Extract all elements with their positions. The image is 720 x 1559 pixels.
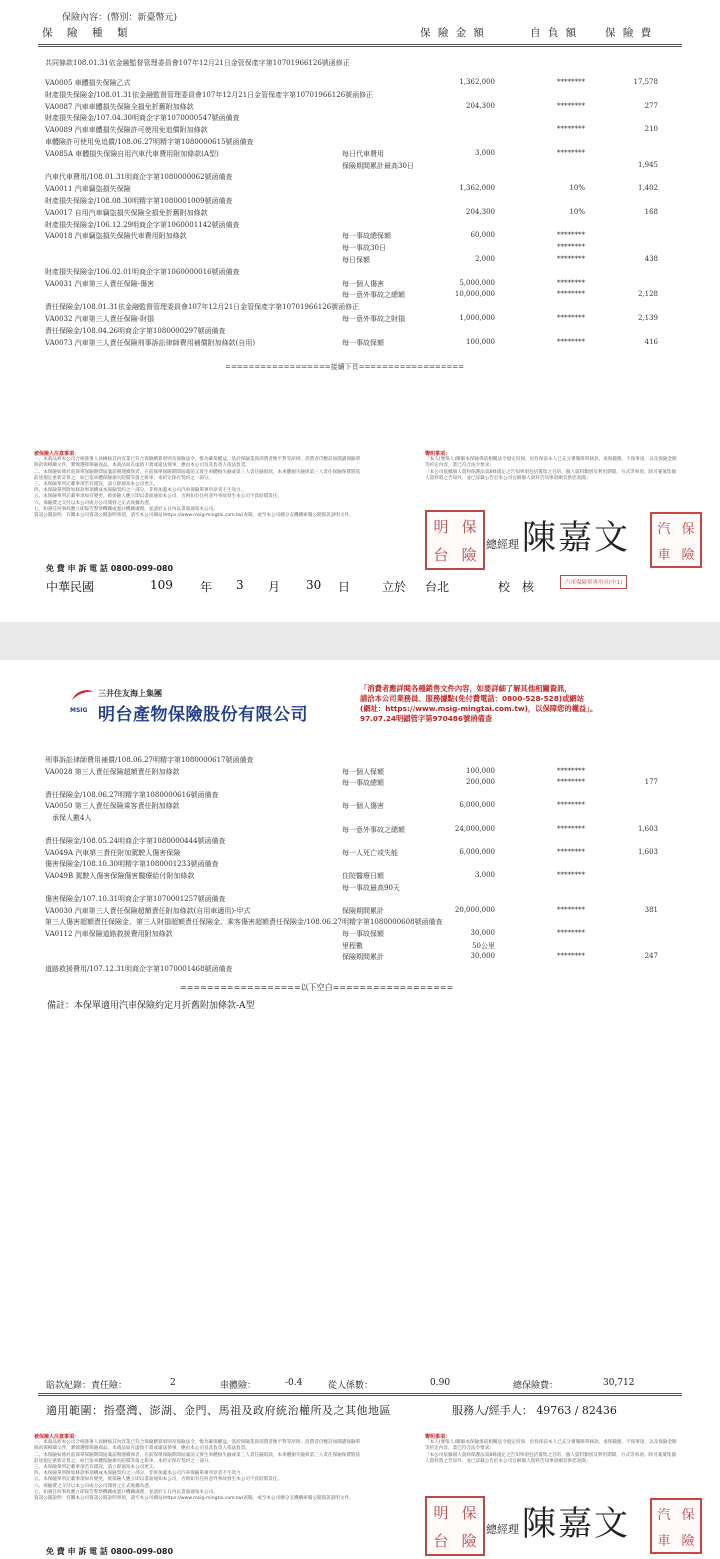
coverage-deductible: ******** <box>557 148 585 157</box>
coverage-item-text: VA0030 汽車第三人責任保險超額責任附加條款(自用車適用)-甲式 <box>45 906 251 915</box>
coverage-item-text: 汽車代車費用/108.01.31明商企字第1080000062號函備查 <box>45 173 233 182</box>
coverage-limit-label: 每一意外事故之總額 <box>342 825 405 834</box>
coverage-deductible: ******** <box>557 337 585 346</box>
coverage-deductible: ******** <box>557 905 585 914</box>
coverage-item-text: VA0073 汽車第三人責任保險刑事訴訟律師費用補償附加條款(自用) <box>45 338 256 347</box>
coverage-premium: 17,578 <box>633 78 658 86</box>
coverage-item-text: 財產損失保險金/106.12.29明商企字第1060001142號函備查 <box>45 220 240 229</box>
info-disclosure: 資訊公開說明：有關本公司資訊公開說明事項，請至本公司網站(https://www.msig-mingtai.com.tw)查閱，或至本公司總分支機構索閱公開資訊說明文件。 <box>34 513 354 519</box>
coverage-premium: 277 <box>644 101 658 110</box>
insured-note-2-p2: 二、本保險如係於前保單保險期間屆滿前辦理續保者，在前保單保險期間屆滿前又發生車體損失險或第三人責任險賠款，本車體損失險與第三人責任保險保費將依前述規定重新計算之。如已依車體保險損失賠償等值之新車，本約定保有契約之一部分。 <box>34 1452 361 1464</box>
coverage-item-text: 責任保險金/108.04.26明商企字第1080000297號函備查 <box>45 326 226 335</box>
date-era: 中華民國 <box>46 580 95 594</box>
coverage-amount: 100,000 <box>466 766 495 775</box>
general-manager-label-2: 總經理 <box>486 1523 519 1536</box>
hotline-label-2: 免 費 申 訴 電 話 <box>46 1547 108 1556</box>
coverage-amount: 1,000,000 <box>459 314 495 322</box>
coverage-limit-label: 每日代車費用 <box>342 149 384 158</box>
declaration-notes <box>425 451 680 482</box>
coverage-deductible: ******** <box>557 952 585 961</box>
coverage-item-text: 財產損失保險金/106.02.01明商企字第1060000016號函備查 <box>45 267 240 276</box>
insured-note-2: 二、本保險如係於前保單保險期間屆滿前辦理續保者，在前保單保險期間屆滿前又發生車體損失險或第三人責任險賠款，本車體損失險與第三人責任保險保費將依前述規定重新計算之。如已依車體保險損失賠償等值之新車，本約定保有契約之一部分。 <box>34 469 361 481</box>
date-place: 台北 <box>425 580 450 594</box>
claims-record-value: 2 <box>170 1378 176 1388</box>
coverage-limit-label: 每一事故30日 <box>342 244 386 253</box>
coverage-amount: 6,000,000 <box>459 847 495 856</box>
coverage-amount: 204,300 <box>466 207 495 216</box>
agent-info: 服務人/經手人： 49763 / 82436 <box>452 1404 617 1417</box>
company-seal-2: 明 保 台 險 <box>425 1496 485 1556</box>
coverage-item-text: 財產損失保險金/108.08.30明精字第1080001009號函備查 <box>45 197 233 205</box>
date-year-label: 年 <box>200 580 213 594</box>
hotline-label: 免 費 申 訴 電 話 <box>46 564 108 573</box>
coverage-amount: 100,000 <box>466 337 495 346</box>
coverage-limit-label: 每一個人保額 <box>342 767 384 776</box>
coverage-amount: 20,000,000 <box>454 905 495 914</box>
coverage-premium: 1,945 <box>637 160 658 169</box>
coverage-item-text: VA0018 汽車竊盜損失保險代車費用附加條款 <box>45 232 187 241</box>
notice-line-4: 97.07.24明鎖管字第970486號函備查 <box>360 714 493 723</box>
insured-notes <box>34 451 364 519</box>
coverage-deductible: ******** <box>557 278 585 287</box>
coverage-limit-label: 每一個人傷害 <box>342 279 384 288</box>
coverage-amount: 30,000 <box>470 929 495 937</box>
insured-note-1-p2: 一、本商品經本公司合格簽署人員檢核其內容業已符合保險精算原則及保險法令，惟為確保權益，基於保險業與消費者衡平對等原則，消費者仍應詳加閱讀保險單條款與相關文件，審慎選擇保險商品。本商品如有虛偽不實或違法情事，應由本公司及其負責人依法負責。 <box>34 1440 361 1452</box>
coverage-item-text: 責任保險金/108.05.24明商企字第1080000444號函備查 <box>45 837 226 846</box>
coverage-premium: 381 <box>644 905 658 914</box>
declaration-1: 「本人(要保人)瞭解本保險係依相關法令規定投保，於投保前本人已充分審閱保單條款、承保範圍、不保事項，以及保險金額等約定內容，業已符合法令要求」 <box>425 457 677 469</box>
coverage-item-text: 刑事訴訟律師費用補償/108.06.27明精字第1080000617號函備查 <box>45 756 254 764</box>
info-disclosure-p2: 資訊公開說明：有關本公司資訊公開說明事項，請至本公司網站(https://www.msig-mingtai.com.tw)查閱，或至本公司總分支機構索閱公開資訊說明文件。 <box>34 1496 354 1502</box>
coverage-limit-label: 里程數 <box>342 941 363 950</box>
general-manager-signature-2: 陳嘉文 <box>522 1504 630 1544</box>
logo-brand: MSIG <box>70 707 88 714</box>
coverage-premium: 438 <box>644 255 658 263</box>
coverage-item-text: VA0050 第三人責任保險乘客責任附加條款 <box>45 802 180 811</box>
insured-note-3-p2: 三、本保險單所記載事項若有錯誤，請立即通知本公司更正。 <box>34 1465 159 1471</box>
coverage-amount: 3,000 <box>474 871 495 879</box>
insured-note-4-p2: 四、本保險單所附加條款事項構成本保險契約之一部分，非經加蓋本公司汽車保險單專用章者不生效力。 <box>34 1471 246 1477</box>
coverage-deductible: ******** <box>557 290 585 299</box>
coverage-item-text: VA0087 汽車車體損失保險全損免折舊附加條款 <box>45 102 194 111</box>
coverage-amount: 204,300 <box>466 101 495 110</box>
coverage-deductible: ******** <box>557 801 585 810</box>
coverage-limit-label: 每一個人傷害 <box>342 802 384 811</box>
check-label: 校 核 <box>498 580 535 594</box>
insured-note-3: 三、本保險單所記載事項若有錯誤，請立即通知本公司更正。 <box>34 482 159 488</box>
coverage-deductible: ******** <box>557 255 585 263</box>
coverage-limit-label: 每一事故最高90天 <box>342 883 400 892</box>
coverage-limit-label: 每日保額 <box>342 256 370 264</box>
coverage-premium: 2,128 <box>637 290 658 299</box>
coverage-item-text: 傷害保險金/108.10.30明精字第1080001233號函備查 <box>45 860 219 869</box>
date-day-label: 日 <box>338 580 351 594</box>
coverage-limit-label: 保險期間累計最高30日 <box>342 161 414 170</box>
coverage-deductible: ******** <box>557 778 585 787</box>
coverage-amount: 24,000,000 <box>454 824 495 833</box>
coverage-item-text: VA049B 駕駛人傷害保險傷害醫療給付附加條款 <box>45 872 195 880</box>
date-place-label: 立於 <box>382 580 407 594</box>
insured-notes-title-2: 被保險人注意事項： <box>34 1434 80 1440</box>
coverage-item-text: 財產損失保險金/107.04.30明商企字第1070000547號函備查 <box>45 114 240 123</box>
common-clause: 共同條款108.01.31依金融監督管理委員會107年12月21日金管保產字第10701966126號函修正 <box>45 59 350 67</box>
insured-note-7-p2: 七、如遇任何事故應立即報告警察機關或憲兵機關處理，並請於五日內以書面通知本公司。 <box>34 1489 218 1495</box>
insured-note-1: 一、本商品經本公司合格簽署人員檢核其內容業已符合保險精算原則及保險法令，惟為確保權益，基於保險業與消費者衡平對等原則，消費者仍應詳加閱讀保險單條款與相關文件，審慎選擇保險商品。本商品如有虛偽不實或違法情事，應由本公司及其負責人依法負責。 <box>34 457 361 469</box>
coverage-premium: 168 <box>644 207 658 216</box>
coverage-limit-label: 每一人死亡或失能 <box>342 848 398 857</box>
blank-below-line: ==================以下空白================== <box>180 983 454 992</box>
remark: 備註：本保單適用汽車保險約定月折舊附加條款-A型 <box>47 1001 255 1011</box>
coverage-limit-label: 每一事故保額 <box>342 930 384 938</box>
coverage-limit-label: 每一意外事故之財損 <box>342 315 405 323</box>
coverage-item-text: 責任保險金/108.06.27明精字第1080000616號函備查 <box>45 790 219 799</box>
coverage-limit-label: 保險期間累計 <box>342 953 384 962</box>
coverage-item-text: 道路救援費用/107.12.31明商企字第1070001468號函備查 <box>45 964 233 973</box>
consumer-notice <box>360 684 597 724</box>
coverage-amount: 60,000 <box>470 231 495 240</box>
coverage-amount: 3,000 <box>474 148 495 157</box>
insured-notes-title: 被保險人注意事項： <box>34 451 80 457</box>
notice-line-1: 「消費者應詳閱各種銷售文件內容，如要詳細了解其他相關資訊， <box>360 684 572 693</box>
coverage-deductible: 10% <box>569 184 585 193</box>
total-premium-value: 30,712 <box>603 1378 635 1388</box>
insured-note-5-p2: 五、本保險單所記載事項如有變更，被保險人應立即以書面通知本公司，否則如有任何意外事故發生本公司不負賠償責任。 <box>34 1477 283 1483</box>
insured-note-6: 六、保險費之交付以本公司或分公司開發之正式收據為憑。 <box>34 500 154 506</box>
claims-record-label: 賠款紀錄：責任險： <box>46 1381 128 1391</box>
header-insured-amount: 保 險 金 額 <box>420 27 487 39</box>
coverage-premium: 1,402 <box>637 184 658 193</box>
date-month-label: 月 <box>268 580 281 594</box>
coverage-item-text: VA0089 汽車車體損失保險許可使用免追償附加條款 <box>45 126 208 135</box>
coverage-item-text: 第三人傷害超額責任保險金、第三人財損超額責任保險金、乘客傷害超額責任保險金/108.06.27明精字第1080000608號函備查 <box>45 918 443 927</box>
coverage-amount: 6,000,000 <box>459 801 495 810</box>
total-premium-label: 總保險費： <box>513 1381 559 1391</box>
insured-note-6-p2: 六、保險費之交付以本公司或分公司開發之正式收據為憑。 <box>34 1483 154 1489</box>
coverage-item-text: VA0032 汽車第三人責任保險-財損 <box>45 315 155 323</box>
gm-seal: 汽 保 車 險 <box>650 512 702 568</box>
coverage-item-text: VA085A 車體損失保險自用汽車代車費用附加條款(A型) <box>45 149 219 158</box>
person-factor-label: 從人係數： <box>328 1381 374 1391</box>
complaint-hotline-2 <box>46 1546 173 1557</box>
coverage-item-text: 傷害保險金/107.10.31明商企字第1070001257號函備查 <box>45 895 226 904</box>
coverage-deductible: ******** <box>557 929 585 937</box>
coverage-deductible: ******** <box>557 243 585 252</box>
coverage-amount: 5,000,000 <box>459 278 495 287</box>
coverage-item-text: VA049A 汽車第三責任附加駕駛人傷害保險 <box>45 848 181 857</box>
coverage-deductible: ******** <box>557 871 585 879</box>
coverage-deductible: ******** <box>557 847 585 856</box>
coverage-deductible: ******** <box>557 125 585 134</box>
coverage-amount: 1,362,000 <box>459 184 495 193</box>
insured-note-4: 四、本保險單所附加條款事項構成本保險契約之一部分，非經加蓋本公司汽車保險單專用章者不生效力。 <box>34 488 246 494</box>
coverage-premium: 247 <box>644 952 658 961</box>
insured-note-5: 五、本保險單所記載事項如有變更，被保險人應立即以書面通知本公司，否則如有任何意外事故發生本公司不負賠償責任。 <box>34 494 283 500</box>
coverage-premium: 177 <box>644 778 658 787</box>
insured-note-7: 七、如遇任何事故應立即報告警察機關或憲兵機關處理，並請於五日內以書面通知本公司。 <box>34 506 218 512</box>
coverage-item-text: VA0028 第三人責任保險超額責任附加條款 <box>45 767 180 776</box>
coverage-premium: 210 <box>644 125 658 134</box>
declaration-title: 聲明事項： <box>425 451 451 457</box>
coverage-premium: 1,603 <box>637 847 658 856</box>
coverage-limit-label: 每一事故總額 <box>342 779 384 788</box>
coverage-scope: 適用範圍：指臺灣、澎湖、金門、馬祖及政府統治權所及之其他地區 <box>46 1404 391 1417</box>
hotline-number-2: 0800-099-080 <box>110 1547 174 1556</box>
header-divider <box>38 44 682 47</box>
coverage-currency-line: 保險內容：(幣別：新臺幣元) <box>62 13 178 23</box>
coverage-premium: 1,603 <box>637 824 658 833</box>
policy-stamp: 汽車保險單專用章(中1) <box>560 575 627 589</box>
date-day: 30 <box>306 578 322 592</box>
coverage-item-text: 財產損失保險金/108.01.31依金融監督管理委員會107年12月21日金管保產字第10701966126號函修正 <box>45 90 374 99</box>
declaration-2-p2: 「本公司依據個人資料保護法第8條規定之告知事項包括蒐集之目的、個人資料類別及利用期間、方式等事項。除另兼蒐集個人資料將之告知外，並已詳載公告於本公司官網個人資料告知事項網頁供您查閱」 <box>425 1452 676 1464</box>
hotline-number: 0800-099-080 <box>110 564 174 573</box>
date-month: 3 <box>236 578 244 592</box>
coverage-limit-label: 住院醫療日額 <box>342 872 384 880</box>
general-manager-label: 總經理 <box>486 538 519 551</box>
coverage-limit-label: 每一事故總保額 <box>342 232 391 241</box>
coverage-limit-label: 每一意外事故之總額 <box>342 291 405 300</box>
logo-group-name: 三井住友海上集團 <box>98 689 162 698</box>
continued-next-page: ==================接續下頁================== <box>225 363 465 371</box>
coverage-limit-label: 保險期間累計 <box>342 906 384 915</box>
coverage-item-text: 承保人數4人 <box>45 814 92 822</box>
header-premium: 保 險 費 <box>605 27 654 39</box>
coverage-premium: 2,139 <box>637 314 658 322</box>
header-coverage-type: 保 險 種 類 <box>42 27 130 39</box>
company-name: 明台產物保險股份有限公司 <box>98 705 308 725</box>
coverage-amount: 1,362,000 <box>459 78 495 86</box>
header-deductible: 自 負 額 <box>530 27 579 39</box>
policy-page-2 <box>0 660 720 1559</box>
coverage-item-text: VA0005 車體損失保險乙式 <box>45 79 131 87</box>
declaration-title-2: 聲明事項： <box>425 1434 451 1440</box>
coverage-deductible: ******** <box>557 78 585 86</box>
coverage-item-text: VA0031 汽車第三人責任保險-傷害 <box>45 279 155 288</box>
summary-divider <box>38 1393 682 1396</box>
declaration-1-p2: 「本人(要保人)瞭解本保險係依相關法令規定投保，於投保前本人已充分審閱保單條款、承保範圍、不保事項，以及保險金額等約定內容，業已符合法令要求」 <box>425 1440 677 1452</box>
coverage-amount: 50公里 <box>472 941 495 950</box>
complaint-hotline <box>46 563 173 574</box>
body-claim-value: -0.4 <box>285 1378 303 1388</box>
person-factor-value: 0.90 <box>430 1378 451 1388</box>
body-claim-label: 車體險： <box>220 1381 257 1391</box>
declaration-2: 「本公司依據個人資料保護法第8條規定之告知事項包括蒐集之目的、個人資料類別及利用期間、方式等事項。除另兼蒐集個人資料將之告知外，並已詳載公告於本公司官網個人資料告知事項網頁供您查閱」 <box>425 469 676 481</box>
policy-page-1 <box>0 0 720 622</box>
insured-notes-page2 <box>34 1434 364 1502</box>
coverage-amount: 10,000,000 <box>454 290 495 299</box>
coverage-amount: 2,000 <box>474 255 495 263</box>
coverage-amount: 200,000 <box>466 778 495 787</box>
coverage-premium: 416 <box>644 337 658 346</box>
general-manager-signature: 陳嘉文 <box>522 518 630 558</box>
coverage-limit-label: 每一事故保額 <box>342 338 384 347</box>
notice-line-2: 請洽本公司業務員、服務據點(免付費電話：0800-528-528)或網站 <box>360 694 585 703</box>
coverage-deductible: ******** <box>557 766 585 775</box>
coverage-item-text: 車體險許可使用免追償/108.06.27明精字第1080000615號函備查 <box>45 138 254 146</box>
coverage-item-text: VA0011 汽車竊盜損失保險 <box>45 185 131 194</box>
coverage-amount: 30,000 <box>470 952 495 961</box>
coverage-deductible: ******** <box>557 824 585 833</box>
coverage-deductible: ******** <box>557 101 585 110</box>
coverage-deductible: 10% <box>569 207 585 216</box>
date-year: 109 <box>150 578 173 592</box>
coverage-item-text: 責任保險金/108.01.31依金融監督管理委員會107年12月21日金管保產字第10701966126號函修正 <box>45 303 360 312</box>
coverage-item-text: VA0112 汽車保險道路救援費用附加條款 <box>45 930 173 938</box>
coverage-deductible: ******** <box>557 314 585 322</box>
company-seal: 明 保 台 險 <box>425 510 485 570</box>
declaration-notes-page2 <box>425 1434 680 1465</box>
coverage-item-text: VA0017 自用汽車竊盜損失保險全損免折舊附加條款 <box>45 208 208 217</box>
gm-seal-2: 汽 保 車 險 <box>650 1498 702 1554</box>
coverage-deductible: ******** <box>557 231 585 240</box>
notice-line-3: (網址：https://www.msig-mingtai.com.tw)，以保障您的權益」。 <box>360 704 598 713</box>
